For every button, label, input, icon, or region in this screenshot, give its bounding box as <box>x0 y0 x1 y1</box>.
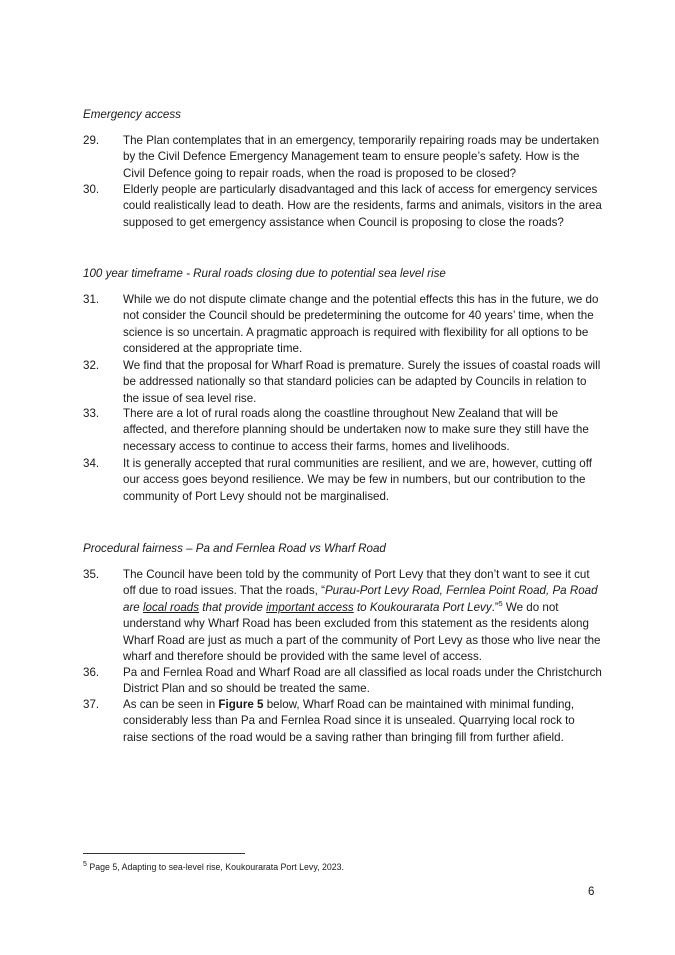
paragraph-text: We find that the proposal for Wharf Road is premature. Surely the issues of coastal roads will be addressed nationally so that standard policies can be adapted by Councils in relation to the issue of sea level rise. <box>123 359 601 405</box>
heading-procedural-fairness: Procedural fairness – Pa and Fernlea Road vs Wharf Road <box>83 542 386 555</box>
paragraph-30 <box>83 182 603 231</box>
paragraph-text: Pa and Fernlea Road and Wharf Road are all classified as local roads under the Christchurch District Plan and so should be treated the same. <box>123 666 602 696</box>
heading-100-year-timeframe: 100 year timeframe - Rural roads closing due to potential sea level rise <box>83 267 446 280</box>
paragraph-number: 33. <box>83 407 100 420</box>
paragraph-number: 37. <box>83 698 100 711</box>
paragraph-29 <box>83 133 603 182</box>
paragraph-36 <box>83 665 603 698</box>
paragraph-text <box>123 697 603 746</box>
paragraph-text: While we do not dispute climate change and the potential effects this has in the future, we do not consider the Council should be predetermining the outcome for 40 years’ time, when the science is so uncertain. A pragmatic approach is required with flexibility for all options to be considered at the appropriate time. <box>123 293 599 356</box>
paragraph-number: 36. <box>83 666 100 679</box>
quote-run: that provide <box>199 600 267 614</box>
footnote-separator <box>83 853 245 854</box>
paragraph-text: It is generally accepted that rural communities are resilient, and we are, however, cutting off our access goes beyond resilience. We may be few in numbers, but our contribution to the community of Port Levy should not be marginalised. <box>123 457 592 503</box>
heading-emergency-access: Emergency access <box>83 108 181 121</box>
paragraph-text <box>123 567 603 665</box>
paragraph-number: 31. <box>83 293 100 306</box>
paragraph-number: 29. <box>83 134 100 147</box>
figure-reference: Figure 5 <box>218 698 264 711</box>
footnote <box>83 861 344 873</box>
paragraph-number: 32. <box>83 359 100 372</box>
paragraph-35 <box>83 567 603 665</box>
paragraph-31 <box>83 292 603 358</box>
underlined-important-access: important access <box>266 600 354 614</box>
paragraph-number: 30. <box>83 183 100 196</box>
paragraph-34 <box>83 456 603 505</box>
text-run: The Council have been told by the community of Port Levy that they don’t want to see it cut off due to road issues. That the roads, “ <box>123 568 590 598</box>
page-number: 6 <box>588 885 595 898</box>
paragraph-text: Elderly people are particularly disadvantaged and this lack of access for emergency services could realistically lead to death. How are the residents, farms and animals, visitors in the area supposed to get emergency assistance when Council is proposing to close the roads? <box>123 183 602 229</box>
paragraph-number: 35. <box>83 568 100 581</box>
footnote-marker: 5 <box>83 861 87 869</box>
footnote-reference: 5 <box>498 600 503 608</box>
paragraph-text: There are a lot of rural roads along the coastline throughout New Zealand that will be affected, and therefore planning should be undertaken now to make sure they still have the necessary access to continue to access their farms, homes and livelihoods. <box>123 407 589 453</box>
text-run: As can be seen in <box>123 698 219 711</box>
text-run: below, Wharf Road can be maintained with minimal funding, considerably less than Pa and Fernlea Road since it is unsealed. Quarrying local rock to raise sections of the road would be a saving rather than bringing fill from further afield. <box>123 698 575 744</box>
paragraph-32 <box>83 358 603 407</box>
text-run: .” <box>491 600 499 614</box>
paragraph-33 <box>83 406 603 455</box>
quote-run: Purau-Port Levy Road, Fernlea Point Road, Pa Road are <box>123 584 598 614</box>
footnote-text: Page 5, Adapting to sea-level rise, Koukourarata Port Levy, 2023. <box>86 862 344 872</box>
quote-run: to Koukourarata Port Levy <box>353 600 492 614</box>
paragraph-text: The Plan contemplates that in an emergency, temporarily repairing roads may be undertaken by the Civil Defence Emergency Management team to ensure people’s safety. How is the Civil Defence going to repair roads, when the road is proposed to be closed? <box>123 134 600 180</box>
paragraph-37 <box>83 697 603 746</box>
underlined-local-roads: local roads <box>142 600 200 614</box>
text-run: We do not understand why Wharf Road has been excluded from this statement as the residents along Wharf Road are just as much a part of the community of Port Levy as those who live near the wharf and therefore should be provided with the same level of access. <box>123 600 601 664</box>
paragraph-number: 34. <box>83 457 100 470</box>
